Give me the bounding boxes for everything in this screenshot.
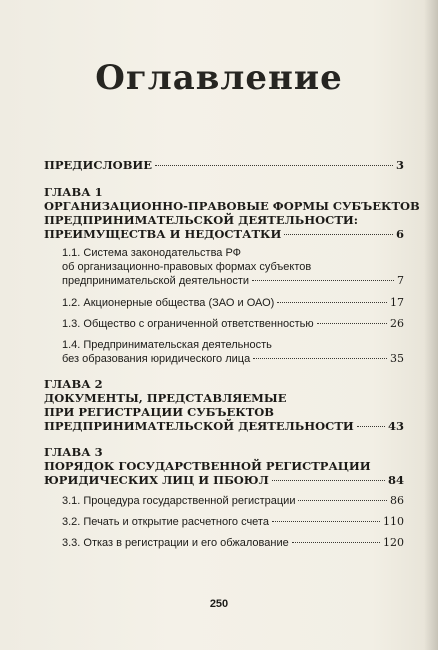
toc-entry-page: 43 <box>387 419 404 433</box>
toc-entry-chapter-2[interactable] <box>44 419 404 433</box>
chapter-number: ГЛАВА 3 <box>44 445 103 459</box>
toc-entry-preface[interactable] <box>44 158 404 172</box>
toc-entry-page: 86 <box>390 494 404 507</box>
page-number: 250 <box>209 598 229 610</box>
leader-dots <box>298 500 387 501</box>
chapter-title-line[interactable]: ОРГАНИЗАЦИОННО-ПРАВОВЫЕ ФОРМЫ СУБЪЕКТОВ <box>44 199 420 213</box>
section-title-line: 1.3. Общество с ограниченной ответственностью <box>62 318 314 330</box>
leader-dots <box>272 521 380 522</box>
leader-dots <box>284 234 393 235</box>
chapter-title-line[interactable]: ДОКУМЕНТЫ, ПРЕДСТАВЛЯЕМЫЕ <box>44 391 287 405</box>
toc-entry-section-1-1[interactable] <box>62 274 404 288</box>
leader-dots <box>357 426 385 427</box>
chapter-title-line: ПРЕИМУЩЕСТВА И НЕДОСТАТКИ <box>44 227 282 241</box>
toc-entry-page: 7 <box>397 274 404 287</box>
toc-entry-page: 35 <box>390 352 404 365</box>
section-title-line: без образования юридического лица <box>62 353 251 365</box>
leader-dots <box>253 358 387 359</box>
toc-entry-page: 6 <box>395 227 404 241</box>
toc-entry-section-3-2[interactable] <box>62 515 404 529</box>
section-title-line: предпринимательской деятельности <box>62 275 249 287</box>
chapter-title-line[interactable]: ПРЕДПРИНИМАТЕЛЬСКОЙ ДЕЯТЕЛЬНОСТИ: <box>44 213 358 227</box>
toc-entry-label: ПРЕДИСЛОВИЕ <box>44 158 153 172</box>
section-title-line[interactable]: 1.1. Система законодательства РФ <box>62 247 242 259</box>
leader-dots <box>252 280 394 281</box>
toc-entry-page: 3 <box>395 158 404 172</box>
toc-entry-page: 110 <box>383 515 404 528</box>
chapter-title-line: ПРЕДПРИНИМАТЕЛЬСКОЙ ДЕЯТЕЛЬНОСТИ <box>44 419 354 433</box>
toc-entry-section-1-3[interactable] <box>62 317 404 331</box>
leader-dots <box>292 542 380 543</box>
leader-dots <box>272 480 385 481</box>
chapter-number: ГЛАВА 2 <box>44 377 103 391</box>
leader-dots <box>277 302 387 303</box>
section-title-line: 3.3. Отказ в регистрации и его обжалование <box>62 537 289 549</box>
section-title-line: 1.2. Акционерные общества (ЗАО и ОАО) <box>62 297 275 309</box>
toc-entry-section-3-1[interactable] <box>62 494 404 508</box>
chapter-title-line: ЮРИДИЧЕСКИХ ЛИЦ И ПБОЮЛ <box>44 473 269 487</box>
section-title-line[interactable]: 1.4. Предпринимательская деятельность <box>62 339 272 351</box>
toc-entry-page: 17 <box>390 296 404 309</box>
leader-dots <box>317 323 387 324</box>
section-title-line[interactable]: об организационно-правовых формах субъектов <box>62 261 312 273</box>
toc-entry-chapter-3[interactable] <box>44 473 404 487</box>
toc-entry-section-1-4[interactable] <box>62 352 404 366</box>
toc-entry-page: 84 <box>387 473 404 487</box>
leader-dots <box>155 165 393 166</box>
section-title-line: 3.1. Процедура государственной регистрации <box>62 495 296 507</box>
toc-entry-section-3-3[interactable] <box>62 536 404 550</box>
chapter-number: ГЛАВА 1 <box>44 185 103 199</box>
toc-entry-chapter-1[interactable] <box>44 227 404 241</box>
section-title-line: 3.2. Печать и открытие расчетного счета <box>62 516 269 528</box>
page-title: Оглавление <box>95 58 343 98</box>
toc-entry-page: 120 <box>383 536 404 549</box>
toc-entry-page: 26 <box>390 317 404 330</box>
chapter-title-line[interactable]: ПРИ РЕГИСТРАЦИИ СУБЪЕКТОВ <box>44 405 274 419</box>
chapter-title-line[interactable]: ПОРЯДОК ГОСУДАРСТВЕННОЙ РЕГИСТРАЦИИ <box>44 459 371 473</box>
toc-entry-section-1-2[interactable] <box>62 296 404 310</box>
